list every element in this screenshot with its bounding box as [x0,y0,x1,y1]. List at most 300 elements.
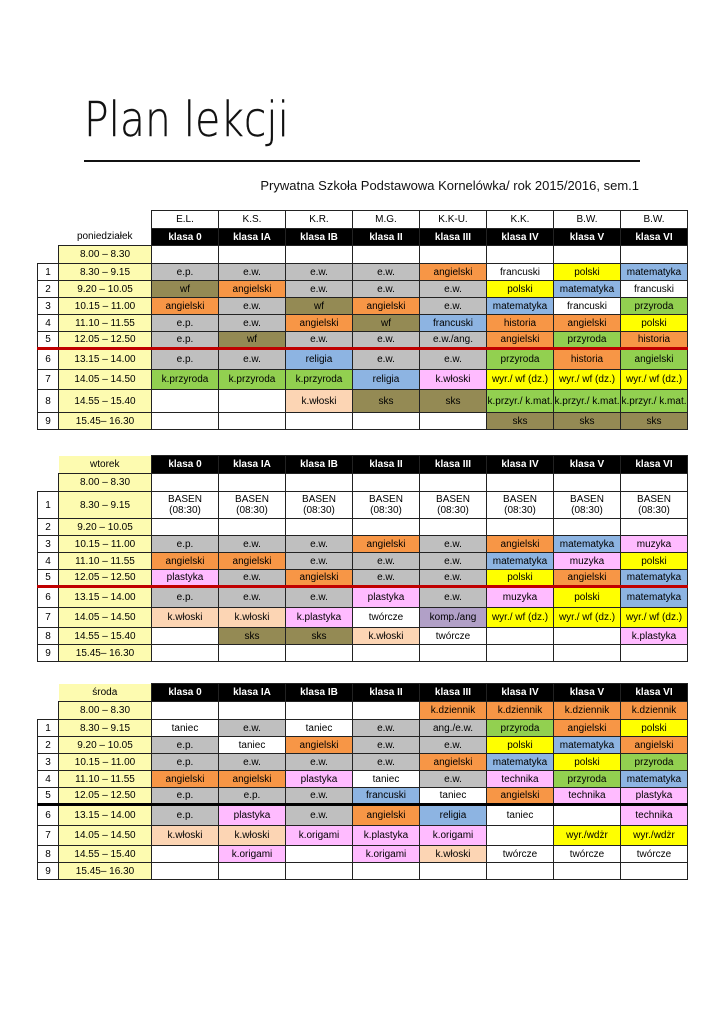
lesson-cell: k.włoski [152,608,219,628]
time-cell: 11.10 – 11.55 [59,771,152,788]
lesson-cell [286,846,353,863]
lesson-row [38,246,688,264]
lesson-cell [152,846,219,863]
lesson-cell: wyr./ wf (dz.) [487,370,554,390]
lesson-cell: wyr./ wf (dz.) [554,370,621,390]
lesson-cell: wyr./ wf (dz.) [487,608,554,628]
lesson-cell: angielski [219,281,286,298]
class-header: klasa III [420,229,487,246]
class-header: klasa IB [286,684,353,702]
lesson-cell: e.p. [152,737,219,754]
lesson-cell [219,702,286,720]
lesson-cell: taniec [286,720,353,737]
corner-cell [59,211,152,229]
lesson-cell [152,474,219,492]
lesson-cell: religia [420,805,487,826]
lesson-cell [487,645,554,662]
teacher-cell: K.S. [219,211,286,229]
lesson-cell: ang./e.w. [420,720,487,737]
lesson-number: 2 [38,737,59,754]
lesson-cell: k.dziennik [420,702,487,720]
lesson-cell: plastyka [152,570,219,587]
lesson-cell [286,413,353,430]
lesson-cell: technika [554,788,621,805]
lesson-cell: e.p. [152,332,219,349]
teacher-cell: M.G. [353,211,420,229]
lesson-cell: taniec [152,720,219,737]
class-header: klasa 0 [152,456,219,474]
lesson-cell: angielski [487,332,554,349]
lesson-cell: angielski [621,737,688,754]
schedule-table-monday [37,210,688,430]
lesson-cell: e.p. [152,788,219,805]
time-cell: 15.45– 16.30 [59,863,152,880]
lesson-cell: twórcze [554,846,621,863]
class-header: klasa VI [621,229,688,246]
lesson-row [38,737,688,754]
lesson-cell: BASEN (08:30) [286,492,353,519]
lesson-cell: plastyka [621,788,688,805]
time-cell: 14.05 – 14.50 [59,608,152,628]
lesson-number: 7 [38,826,59,846]
lesson-cell: e.w. [286,332,353,349]
lesson-row [38,390,688,413]
time-cell: 9.20 – 10.05 [59,519,152,536]
lesson-cell: k.dziennik [554,702,621,720]
lesson-cell: matematyka [487,553,554,570]
lesson-cell: twórcze [353,608,420,628]
lesson-cell [420,413,487,430]
time-cell: 12.05 – 12.50 [59,570,152,587]
lesson-cell: polski [487,281,554,298]
lesson-cell: polski [621,553,688,570]
lesson-cell: e.w. [286,754,353,771]
lesson-cell: e.p. [152,805,219,826]
lesson-cell: muzyka [554,553,621,570]
teacher-cell: B.W. [621,211,688,229]
lesson-cell: plastyka [353,587,420,608]
schedule-table-tuesday [37,455,688,662]
lesson-cell [420,246,487,264]
lesson-cell: e.w. [420,587,487,608]
day-label: wtorek [59,456,152,474]
lesson-number: 4 [38,553,59,570]
lesson-cell [621,246,688,264]
lesson-number: 2 [38,519,59,536]
lesson-cell [219,474,286,492]
lesson-cell [286,519,353,536]
time-cell: 15.45– 16.30 [59,413,152,430]
lesson-cell: e.w. [353,332,420,349]
lesson-cell [353,863,420,880]
lesson-cell [286,863,353,880]
lesson-cell: e.p. [152,587,219,608]
class-header: klasa 0 [152,684,219,702]
lesson-cell: angielski [286,570,353,587]
lesson-cell [487,826,554,846]
lesson-cell: e.p. [152,754,219,771]
lesson-row [38,536,688,553]
lesson-cell: taniec [353,771,420,788]
class-header: klasa 0 [152,229,219,246]
class-header: klasa II [353,456,420,474]
lesson-cell [554,246,621,264]
lesson-cell: angielski [420,754,487,771]
lesson-number: 3 [38,298,59,315]
lesson-cell: angielski [353,536,420,553]
lesson-cell: francuski [487,264,554,281]
time-cell: 12.05 – 12.50 [59,788,152,805]
lesson-cell [554,519,621,536]
lesson-row [38,788,688,805]
lesson-cell: przyroda [487,349,554,370]
lesson-cell: angielski [286,737,353,754]
time-cell: 8.00 – 8.30 [59,246,152,264]
lesson-row [38,645,688,662]
lesson-cell: e.w. [420,536,487,553]
class-header: klasa IV [487,456,554,474]
lesson-cell: k.plastyka [286,608,353,628]
lesson-cell: k.włoski [219,826,286,846]
lesson-cell [621,519,688,536]
time-cell: 14.05 – 14.50 [59,826,152,846]
lesson-cell: e.w. [219,587,286,608]
lesson-cell: polski [554,587,621,608]
lesson-cell: e.w. [353,737,420,754]
lesson-cell: plastyka [286,771,353,788]
lesson-cell: angielski [420,264,487,281]
lesson-cell [353,519,420,536]
lesson-cell [554,805,621,826]
lesson-row [38,474,688,492]
lesson-cell: sks [554,413,621,430]
schedule-table-wednesday [37,683,688,880]
lesson-row [38,805,688,826]
time-cell: 9.20 – 10.05 [59,737,152,754]
lesson-cell: k.przyr./ k.mat. [621,390,688,413]
lesson-cell: k.przyr./ k.mat. [554,390,621,413]
lesson-cell [152,628,219,645]
lesson-cell: e.w. [420,737,487,754]
lesson-cell: religia [286,349,353,370]
lesson-cell [219,863,286,880]
time-cell: 13.15 – 14.00 [59,587,152,608]
lesson-cell: angielski [219,553,286,570]
lesson-cell: e.p. [219,788,286,805]
lesson-cell: technika [487,771,554,788]
lesson-number: 5 [38,570,59,587]
day-label: poniedziałek [76,231,133,243]
lesson-cell: e.w. [219,754,286,771]
lesson-cell: e.w./ang. [420,332,487,349]
lesson-cell [554,863,621,880]
time-cell: 10.15 – 11.00 [59,536,152,553]
lesson-number: 7 [38,608,59,628]
teacher-cell: K.K. [487,211,554,229]
lesson-cell: e.w. [420,570,487,587]
teacher-row [38,211,688,229]
lesson-cell: sks [621,413,688,430]
lesson-number: 6 [38,349,59,370]
class-header: klasa V [554,684,621,702]
lesson-cell: e.w. [353,264,420,281]
lesson-cell: polski [621,720,688,737]
lesson-cell: twórcze [420,628,487,645]
lesson-cell: e.w. [353,349,420,370]
lesson-cell: e.w. [219,536,286,553]
lesson-cell: angielski [621,349,688,370]
lesson-number: 3 [38,754,59,771]
lesson-cell: angielski [152,771,219,788]
lesson-cell: angielski [487,788,554,805]
lesson-cell [219,519,286,536]
lesson-number: 5 [38,788,59,805]
class-header: klasa IA [219,229,286,246]
teacher-cell: K.K-U. [420,211,487,229]
teacher-cell: E.L. [152,211,219,229]
lesson-cell: BASEN (08:30) [353,492,420,519]
lesson-cell: wf [219,332,286,349]
lesson-cell: k.dziennik [621,702,688,720]
lesson-cell [621,645,688,662]
lesson-cell [219,413,286,430]
lesson-row [38,702,688,720]
title-divider [84,160,640,162]
lesson-row [38,608,688,628]
lesson-row [38,264,688,281]
lesson-cell: e.w. [420,298,487,315]
lesson-number: 6 [38,805,59,826]
lesson-cell: e.w. [353,570,420,587]
lesson-cell: matematyka [554,737,621,754]
lesson-cell: k.włoski [286,390,353,413]
lesson-cell [420,474,487,492]
lesson-cell: k.włoski [152,826,219,846]
lesson-cell: e.p. [152,315,219,332]
lesson-cell: k.origami [353,846,420,863]
lesson-cell: plastyka [219,805,286,826]
lesson-cell [152,413,219,430]
lesson-number: 5 [38,332,59,349]
lesson-row [38,519,688,536]
lesson-cell: k.origami [286,826,353,846]
lesson-cell: twórcze [487,846,554,863]
lesson-cell: e.w. [353,720,420,737]
lesson-cell [487,519,554,536]
lesson-cell: angielski [554,720,621,737]
lesson-cell: k.plastyka [353,826,420,846]
lesson-cell: k.włoski [353,628,420,645]
lesson-number: 7 [38,370,59,390]
lesson-cell: francuski [420,315,487,332]
lesson-number: 4 [38,315,59,332]
lesson-cell: e.p. [152,264,219,281]
lesson-row [38,332,688,349]
lesson-number: 3 [38,536,59,553]
lesson-number: 1 [38,492,59,519]
lesson-cell: e.w. [219,720,286,737]
lesson-cell: angielski [219,771,286,788]
lesson-cell: taniec [219,737,286,754]
time-cell: 13.15 – 14.00 [59,805,152,826]
lesson-cell: muzyka [487,587,554,608]
lesson-cell: BASEN (08:30) [621,492,688,519]
lesson-cell: angielski [353,805,420,826]
lesson-cell: k.origami [420,826,487,846]
lesson-cell: twórcze [621,846,688,863]
lesson-number: 9 [38,863,59,880]
lesson-cell: BASEN (08:30) [420,492,487,519]
lesson-cell: e.w. [420,349,487,370]
lesson-cell [286,702,353,720]
lesson-cell: sks [353,390,420,413]
lesson-cell: e.w. [219,264,286,281]
lesson-cell: BASEN (08:30) [152,492,219,519]
lesson-number: 6 [38,587,59,608]
lesson-row [38,349,688,370]
lesson-cell: francuski [554,298,621,315]
lesson-cell: matematyka [621,771,688,788]
time-cell: 15.45– 16.30 [59,645,152,662]
lesson-cell [353,474,420,492]
time-cell: 12.05 – 12.50 [59,332,152,349]
lesson-cell: k.przyr./ k.mat. [487,390,554,413]
lesson-cell: matematyka [621,570,688,587]
lesson-cell: matematyka [487,298,554,315]
teacher-cell: B.W. [554,211,621,229]
lesson-row [38,413,688,430]
lesson-cell [420,645,487,662]
lesson-cell: k.włoski [420,846,487,863]
lesson-cell: e.w. [219,315,286,332]
class-header: klasa IB [286,456,353,474]
time-cell: 14.05 – 14.50 [59,370,152,390]
lesson-cell: historia [554,349,621,370]
lesson-cell: wyr./wdżr [621,826,688,846]
lesson-cell [152,390,219,413]
lesson-cell: przyroda [487,720,554,737]
day-label: środa [59,684,152,702]
class-header: klasa II [353,229,420,246]
lesson-cell: polski [554,754,621,771]
lesson-cell: k.włoski [219,608,286,628]
lesson-cell: taniec [487,805,554,826]
time-cell: 9.20 – 10.05 [59,281,152,298]
lesson-cell [487,474,554,492]
time-cell: 11.10 – 11.55 [59,315,152,332]
lesson-cell: e.w. [286,536,353,553]
lesson-cell: e.w. [286,788,353,805]
class-header-row [38,684,688,702]
lesson-cell: sks [286,628,353,645]
lesson-cell: wyr./ wf (dz.) [554,608,621,628]
time-cell: 11.10 – 11.55 [59,553,152,570]
lesson-cell: sks [487,413,554,430]
lesson-number: 9 [38,645,59,662]
lesson-cell: matematyka [487,754,554,771]
lesson-row [38,315,688,332]
lesson-cell: angielski [152,298,219,315]
lesson-cell: e.w. [219,349,286,370]
lesson-cell: e.w. [420,771,487,788]
lesson-cell: wyr./ wf (dz.) [621,608,688,628]
lesson-cell [353,413,420,430]
lesson-cell: e.w. [353,281,420,298]
lesson-cell: e.w. [286,281,353,298]
lesson-cell: komp./ang [420,608,487,628]
lesson-cell [152,246,219,264]
lesson-cell: wyr./ wf (dz.) [621,370,688,390]
lesson-cell: k.włoski [420,370,487,390]
lesson-cell: francuski [621,281,688,298]
class-header: klasa III [420,684,487,702]
lesson-cell: matematyka [554,536,621,553]
lesson-cell [286,645,353,662]
time-cell: 14.55 – 15.40 [59,846,152,863]
lesson-row [38,298,688,315]
lesson-cell: angielski [286,315,353,332]
lesson-cell: matematyka [554,281,621,298]
lesson-row [38,720,688,737]
time-cell: 14.55 – 15.40 [59,390,152,413]
lesson-cell: sks [420,390,487,413]
lesson-cell [152,863,219,880]
lesson-row [38,826,688,846]
lesson-cell [286,246,353,264]
lesson-cell: e.w. [286,587,353,608]
lesson-cell: k.plastyka [621,628,688,645]
lesson-cell: polski [487,737,554,754]
corner-cell [38,211,59,229]
lesson-number: 8 [38,846,59,863]
lesson-cell: francuski [353,788,420,805]
lesson-cell: BASEN (08:30) [487,492,554,519]
lesson-cell [554,628,621,645]
lesson-cell [487,246,554,264]
lesson-row [38,370,688,390]
lesson-row [38,863,688,880]
lesson-cell: e.w. [219,570,286,587]
lesson-cell: matematyka [621,264,688,281]
lesson-cell [152,519,219,536]
teacher-cell: K.R. [286,211,353,229]
time-cell: 10.15 – 11.00 [59,298,152,315]
lesson-cell: wf [353,315,420,332]
lesson-cell: przyroda [621,298,688,315]
school-subtitle: Prywatna Szkoła Podstawowa Kornelówka/ rok 2015/2016, sem.1 [260,178,639,193]
lesson-cell [353,645,420,662]
lesson-cell: technika [621,805,688,826]
class-header: klasa IA [219,456,286,474]
lesson-number: 8 [38,390,59,413]
lesson-row [38,771,688,788]
time-cell: 8.30 – 9.15 [59,492,152,519]
lesson-cell: e.w. [420,281,487,298]
lesson-cell: muzyka [621,536,688,553]
time-cell: 8.00 – 8.30 [59,702,152,720]
time-cell: 10.15 – 11.00 [59,754,152,771]
lesson-row [38,587,688,608]
time-cell: 13.15 – 14.00 [59,349,152,370]
class-header-row [38,456,688,474]
class-header: klasa IV [487,229,554,246]
lesson-cell: e.w. [420,553,487,570]
lesson-cell: BASEN (08:30) [219,492,286,519]
lesson-cell: przyroda [621,754,688,771]
lesson-number: 9 [38,413,59,430]
lesson-number: 1 [38,264,59,281]
lesson-cell [621,474,688,492]
